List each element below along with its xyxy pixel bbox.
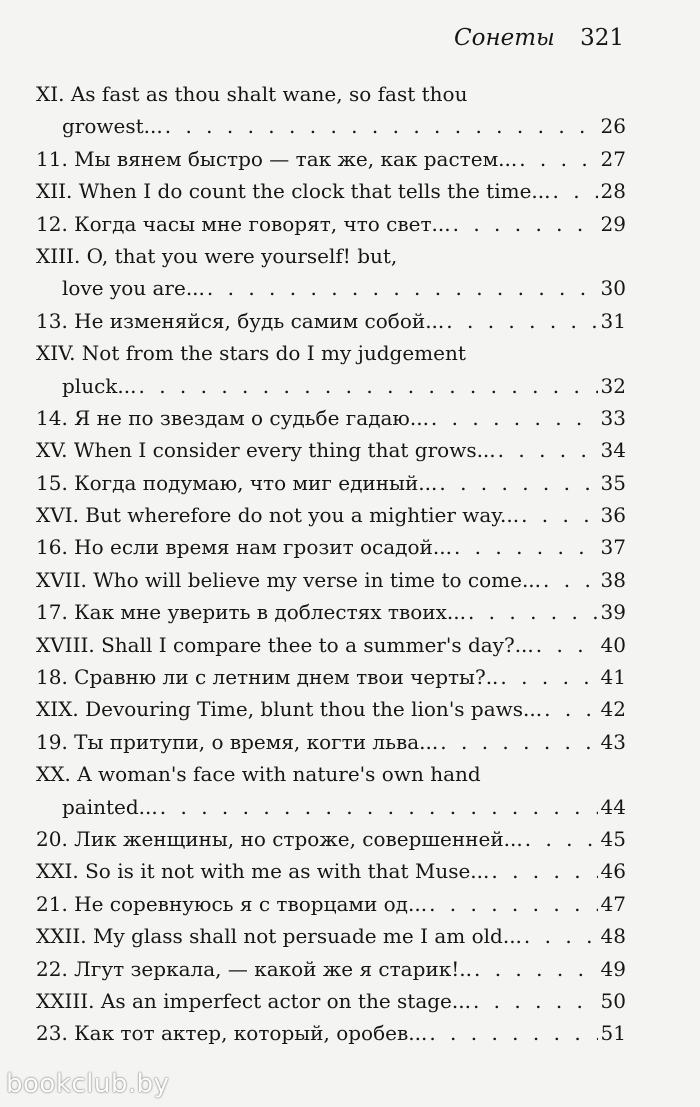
toc-entry-line: [36, 531, 626, 563]
toc-entry-title: painted...: [62, 794, 158, 819]
toc-entry-line: [36, 953, 626, 985]
toc-entry-line: [36, 467, 626, 499]
toc-entry: [36, 953, 626, 985]
toc-entry-title: 11. Мы вянем быстро — так же, как растем...: [36, 146, 518, 171]
toc-entry-title: 12. Когда часы мне говорят, что свет...: [36, 211, 451, 236]
toc-page-number: 42: [600, 697, 626, 722]
toc-entry-title: XII. When I do count the clock that tells the time...: [36, 179, 551, 204]
toc-entry-continuation: [36, 110, 626, 142]
toc-page-number: 45: [600, 826, 626, 851]
toc-entry-title: 21. Не соревнуюсь я с творцами од...: [36, 891, 428, 916]
toc-entry: [36, 175, 626, 207]
dot-leader: [429, 888, 598, 920]
toc-page-number: 47: [600, 891, 626, 916]
toc-entry-title: XXII. My glass shall not persuade me I am old...: [36, 924, 522, 949]
toc-entry-title: XX. A woman's face with nature's own hand: [36, 762, 481, 787]
toc-entry: [36, 888, 626, 920]
dot-leader: [491, 855, 598, 887]
toc-entry-title: love you are...: [62, 276, 205, 301]
toc-page-number: 32: [600, 373, 626, 398]
toc-entry-line: [36, 208, 626, 240]
toc-entry: [36, 499, 626, 531]
toc-page-number: 49: [600, 956, 626, 981]
toc-entry-title: XV. When I consider every thing that grows...: [36, 438, 496, 463]
toc-page-number: 29: [600, 211, 626, 236]
dot-leader: [207, 272, 598, 304]
toc-entry-line: [36, 596, 626, 628]
toc-page-number: 31: [600, 308, 626, 333]
toc-entry: [36, 693, 626, 725]
dot-leader: [543, 564, 598, 596]
toc-entry-title: XIII. O, that you were yourself! but,: [36, 243, 398, 268]
toc-entry-line: [36, 661, 626, 693]
toc-entry-line: [36, 758, 626, 790]
toc-page-number: 41: [600, 665, 626, 690]
toc-entry-title: XI. As fast as thou shalt wane, so fast thou: [36, 82, 468, 106]
dot-leader: [429, 1017, 598, 1049]
toc-entry-line: [36, 305, 626, 337]
toc-entry: [36, 305, 626, 337]
dot-leader: [553, 175, 599, 207]
toc-entry-title: XIV. Not from the stars do I my judgement: [36, 341, 466, 366]
toc-page-number: 39: [600, 600, 626, 625]
toc-page-number: 34: [600, 438, 626, 463]
toc-entry-title: 17. Как мне уверить в доблестях твоих...: [36, 600, 466, 625]
toc-entry: [36, 434, 626, 466]
toc-entry-line: [36, 726, 626, 758]
dot-leader: [474, 953, 598, 985]
toc-page-number: 30: [600, 276, 626, 301]
toc-page-number: 36: [600, 503, 626, 528]
toc-entry-continuation: [36, 791, 626, 823]
toc-entry-line: [36, 629, 626, 661]
dot-leader: [544, 693, 598, 725]
dot-leader: [473, 985, 598, 1017]
running-head-page-number: 321: [580, 25, 624, 51]
toc-entry-line: [36, 434, 626, 466]
toc-entry: [36, 823, 626, 855]
toc-entry: [36, 855, 626, 887]
toc-page-number: 26: [600, 114, 626, 139]
toc-entry-title: growest...: [62, 114, 163, 139]
toc-page-number: 46: [600, 859, 626, 884]
toc-entry-line: [36, 78, 626, 110]
toc-entry-title: 19. Ты притупи, о время, когти льва...: [36, 729, 439, 754]
dot-leader: [439, 467, 598, 499]
dot-leader: [521, 499, 598, 531]
dot-leader: [498, 434, 598, 466]
toc-entry-title: XXIII. As an imperfect actor on the stage...: [36, 988, 471, 1013]
toc-entry: [36, 758, 626, 823]
dot-leader: [431, 402, 598, 434]
table-of-contents: [36, 78, 626, 1050]
toc-entry: [36, 337, 626, 402]
dot-leader: [165, 110, 598, 142]
toc-entry-line: [36, 499, 626, 531]
dot-leader: [536, 629, 598, 661]
toc-entry-title: XXI. So is it not with me as with that Muse...: [36, 859, 490, 884]
toc-entry-line: [36, 823, 626, 855]
toc-entry: [36, 985, 626, 1017]
toc-page-number: 48: [600, 924, 626, 949]
toc-page-number: 44: [600, 794, 626, 819]
toc-page-number: 33: [600, 405, 626, 430]
toc-entry: [36, 920, 626, 952]
toc-page-number: 51: [600, 1021, 626, 1046]
toc-entry: [36, 143, 626, 175]
toc-entry-title: 16. Но если время нам грозит осадой...: [36, 535, 452, 560]
toc-entry-line: [36, 564, 626, 596]
toc-entry-title: 15. Когда подумаю, что миг единый...: [36, 470, 438, 495]
toc-entry-title: 14. Я не по звездам о судьбе гадаю...: [36, 405, 429, 430]
toc-entry: [36, 1017, 626, 1049]
toc-entry-continuation: [36, 370, 626, 402]
toc-page-number: 28: [600, 179, 626, 204]
toc-entry: [36, 402, 626, 434]
toc-entry: [36, 467, 626, 499]
dot-leader: [525, 823, 598, 855]
toc-entry-line: [36, 920, 626, 952]
toc-entry: [36, 531, 626, 563]
toc-entry-line: [36, 337, 626, 369]
toc-entry-title: XVIII. Shall I compare thee to a summer's day?...: [36, 632, 534, 657]
toc-page-number: 37: [600, 535, 626, 560]
dot-leader: [524, 920, 598, 952]
toc-page-number: 35: [600, 470, 626, 495]
toc-page-number: 40: [600, 632, 626, 657]
toc-page-number: 43: [600, 729, 626, 754]
dot-leader: [500, 661, 598, 693]
dot-leader: [519, 143, 598, 175]
toc-entry-line: [36, 402, 626, 434]
toc-entry-title: 20. Лик женщины, но строже, совершенней...: [36, 826, 523, 851]
dot-leader: [446, 305, 598, 337]
dot-leader: [453, 208, 598, 240]
toc-entry-title: 13. Не изменяйся, будь самим собой...: [36, 308, 445, 333]
toc-page-number: 38: [600, 567, 626, 592]
toc-entry-line: [36, 693, 626, 725]
toc-entry-line: [36, 888, 626, 920]
dot-leader: [440, 726, 598, 758]
toc-entry-title: XVI. But wherefore do not you a mightier way...: [36, 503, 520, 528]
toc-entry: [36, 726, 626, 758]
dot-leader: [454, 531, 598, 563]
toc-entry-title: XIX. Devouring Time, blunt thou the lion's paws...: [36, 697, 543, 722]
toc-entry-line: [36, 175, 626, 207]
toc-entry: [36, 661, 626, 693]
toc-entry: [36, 240, 626, 305]
toc-entry: [36, 564, 626, 596]
toc-page-number: 27: [600, 146, 626, 171]
toc-entry-line: [36, 143, 626, 175]
running-head-title: Сонеты: [454, 25, 555, 51]
toc-entry: [36, 78, 626, 143]
dot-leader: [468, 596, 598, 628]
toc-entry-line: [36, 985, 626, 1017]
dot-leader: [138, 370, 598, 402]
running-head: [454, 24, 624, 52]
toc-entry-title: pluck...: [62, 373, 137, 398]
toc-entry: [36, 629, 626, 661]
toc-entry-title: XVII. Who will believe my verse in time to come...: [36, 567, 542, 592]
toc-entry: [36, 596, 626, 628]
toc-entry-title: 22. Лгут зеркала, — какой же я старик!..: [36, 956, 472, 981]
toc-entry-title: 23. Как тот актер, который, оробев...: [36, 1021, 428, 1046]
toc-entry-continuation: [36, 272, 626, 304]
toc-entry-line: [36, 240, 626, 272]
toc-entry: [36, 208, 626, 240]
toc-entry-title: 18. Сравню ли с летним днем твои черты?..: [36, 665, 499, 690]
watermark: bookclub.by: [6, 1069, 170, 1099]
dot-leader: [160, 791, 598, 823]
toc-entry-line: [36, 855, 626, 887]
toc-page-number: 50: [600, 988, 626, 1013]
toc-entry-line: [36, 1017, 626, 1049]
